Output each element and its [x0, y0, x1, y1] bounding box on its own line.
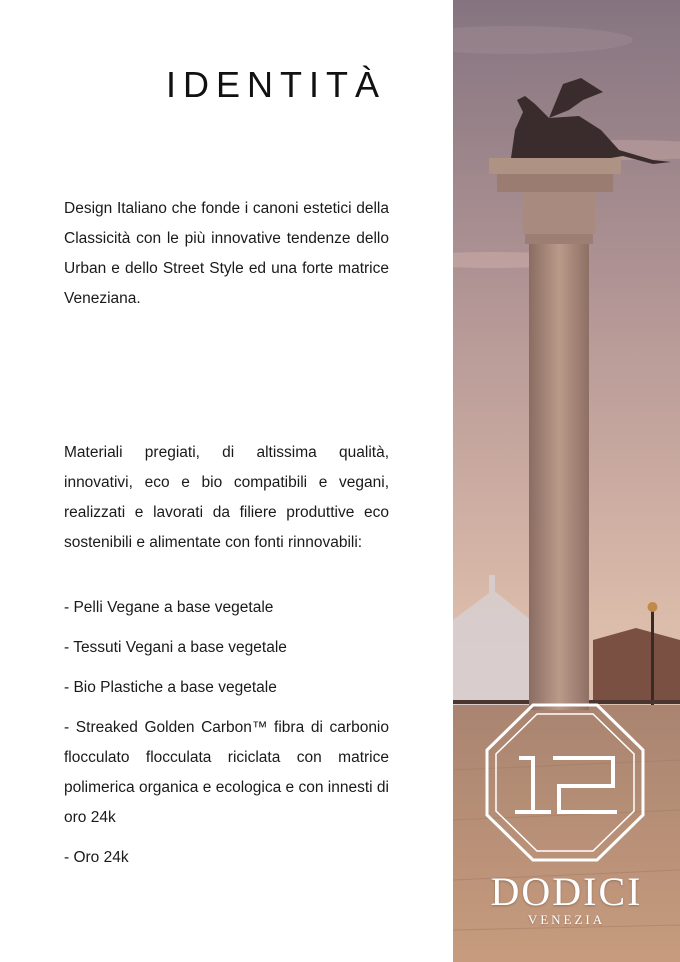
list-item: - Bio Plastiche a base vegetale — [64, 679, 277, 696]
materials-paragraph: Materiali pregiati, di altissima qualità, innovativi, eco e bio compatibili e vegani, realizzati e lavorati da filiere produttive eco sostenibili e alimentate con fonti rinnovabili: — [64, 444, 389, 551]
brand-subtitle: VENEZIA — [527, 912, 606, 927]
intro-paragraph: Design Italiano che fonde i canoni estetici della Classicità con le più innovative tendenze dello Urban e dello Street Style ed una forte matrice Veneziana. — [64, 200, 389, 307]
list-item: - Oro 24k — [64, 849, 129, 866]
photo-illustration — [453, 0, 680, 962]
page-title: IDENTITÀ — [166, 64, 387, 105]
list-item: - Tessuti Vegani a base vegetale — [64, 639, 287, 656]
list-item: - Pelli Vegane a base vegetale — [64, 599, 274, 616]
brand-logo — [453, 870, 680, 928]
list-item: - Streaked Golden Carbon™ fibra di carbonio flocculato flocculata riciclata con matrice polimerica organica e ecologica e con innesti di oro 24k — [64, 719, 389, 826]
brand-name: DODICI — [490, 869, 643, 914]
venice-column-photo — [453, 0, 680, 962]
